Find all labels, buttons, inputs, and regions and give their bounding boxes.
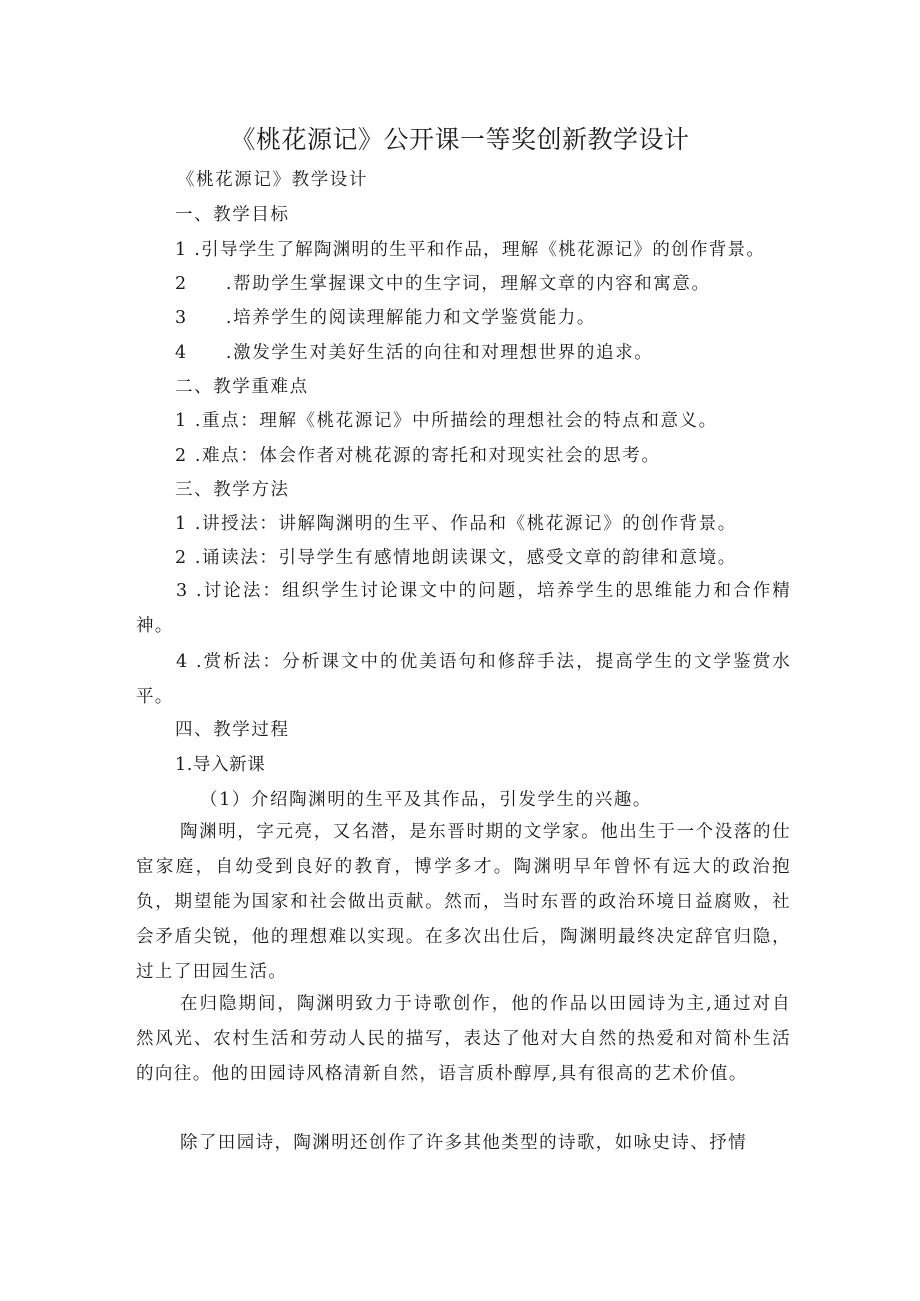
section-heading-methods: 三、教学方法 (175, 480, 290, 500)
document-subtitle: 《桃花源记》教学设计 (177, 170, 368, 190)
method-item: 2 .诵读法：引导学生有感情地朗读课文，感受文章的韵律和意境。 (175, 548, 737, 568)
goal-item: 1 .引导学生了解陶渊明的生平和作品，理解《桃花源记》的创作背景。 (175, 240, 766, 260)
process-step-sub-item: （1）介绍陶渊明的生平及其作品，引发学生的兴趣。 (200, 790, 653, 810)
key-point-item: 1 .重点：理解《桃花源记》中所描绘的理想社会的特点和意义。 (175, 411, 718, 431)
section-heading-goals: 一、教学目标 (175, 205, 290, 225)
key-point-item: 2 .难点：体会作者对桃花源的寄托和对现实社会的思考。 (175, 446, 661, 466)
document-title: 《桃花源记》公开课一等奖创新教学设计 (230, 125, 690, 154)
section-heading-key-points: 二、教学重难点 (175, 377, 309, 397)
body-paragraph: 除了田园诗，陶渊明还创作了许多其他类型的诗歌，如咏史诗、抒情 (180, 1133, 747, 1153)
method-item: 3 .讨论法：组织学生讨论课文中的问题，培养学生的思维能力和合作精神。 (136, 581, 791, 636)
goal-item: 3 .培养学生的阅读理解能力和文学鉴赏能力。 (175, 308, 596, 328)
goal-item: 2 .帮助学生掌握课文中的生字词，理解文章的内容和寓意。 (175, 274, 711, 294)
method-item: 1 .讲授法：讲解陶渊明的生平、作品和《桃花源记》的创作背景。 (175, 514, 737, 534)
method-item: 4 .赏析法：分析课文中的优美语句和修辞手法，提高学生的文学鉴赏水平。 (136, 652, 791, 707)
body-paragraph: 在归隐期间，陶渊明致力于诗歌创作，他的作品以田园诗为主,通过对自然风光、农村生活和劳动人民的描写，表达了他对大自然的热爱和对简朴生活的向往。他的田园诗风格清新自然，语言质朴醇厚,具有很高的艺术价值。 (136, 994, 791, 1084)
section-heading-process: 四、教学过程 (175, 720, 290, 740)
goal-item: 4 .激发学生对美好生活的向往和对理想世界的追求。 (175, 343, 654, 363)
process-step-heading: 1.导入新课 (175, 755, 266, 775)
body-paragraph: 陶渊明，字元亮，又名潜，是东晋时期的文学家。他出生于一个没落的仕宦家庭，自幼受到良好的教育，博学多才。陶渊明早年曾怀有远大的政治抱负，期望能为国家和社会做出贡献。然而，当时东晋的政治环境日益腐败，社会矛盾尖锐，他的理想难以实现。在多次出仕后，陶渊明最终决定辞官归隐，过上了田园生活。 (136, 822, 791, 982)
